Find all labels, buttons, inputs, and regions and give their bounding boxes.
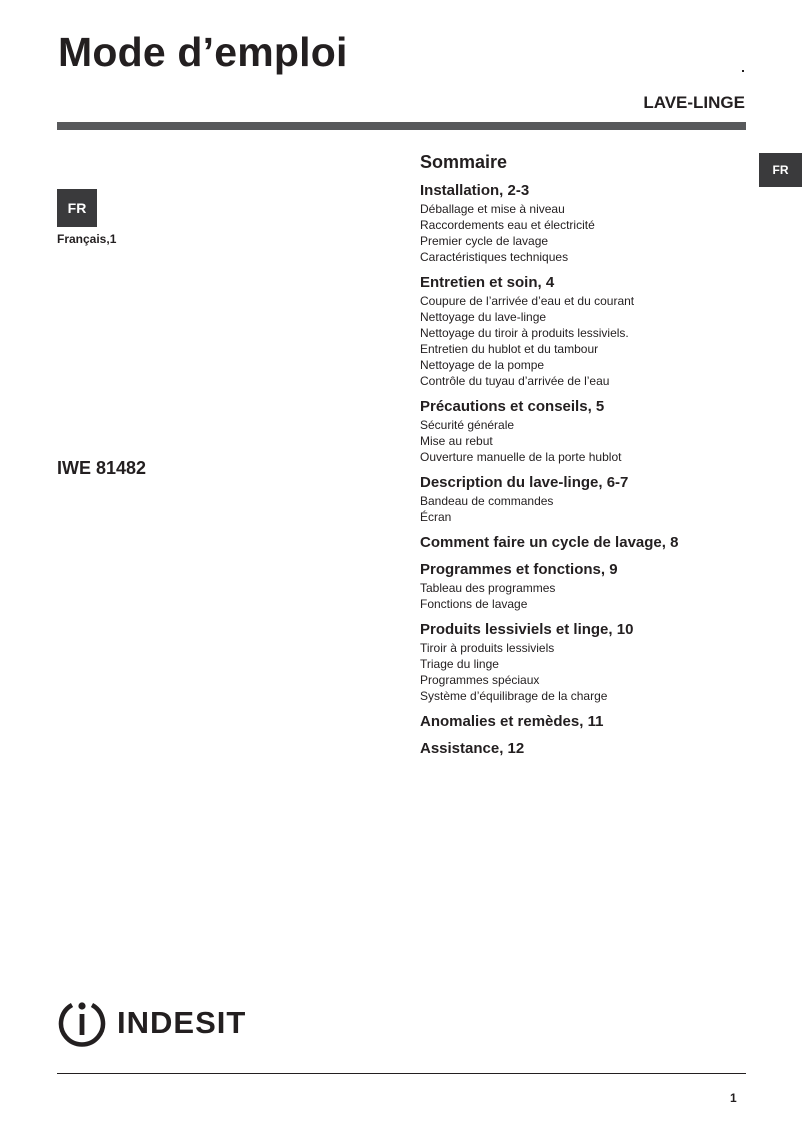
language-side-tab: FR [759,153,802,187]
product-type: LAVE-LINGE [643,93,745,112]
toc-item[interactable]: Entretien du hublot et du tambour [420,342,599,356]
toc-item[interactable]: Caractéristiques techniques [420,250,569,264]
toc-item[interactable]: Contrôle du tuyau d’arrivée de l’eau [420,374,610,388]
header-divider [57,122,746,130]
page-number: 1 [730,1091,737,1105]
toc-item[interactable]: Écran [420,510,452,524]
toc-item[interactable]: Premier cycle de lavage [420,234,549,248]
toc-item[interactable]: Programmes spéciaux [420,673,540,687]
toc-item[interactable]: Mise au rebut [420,434,493,448]
toc-section-heading[interactable]: Entretien et soin, 4 [420,274,555,291]
toc-section [420,561,750,612]
toc-item[interactable]: Tableau des programmes [420,581,556,595]
toc-section [420,534,750,552]
toc-item[interactable]: Bandeau de commandes [420,494,554,508]
toc-item[interactable]: Nettoyage de la pompe [420,358,545,372]
toc-item[interactable]: Tiroir à produits lessiviels [420,641,555,655]
toc-item[interactable]: Triage du linge [420,657,499,671]
toc-section-heading[interactable]: Programmes et fonctions, 9 [420,561,618,578]
toc-item[interactable]: Système d’équilibrage de la charge [420,689,608,703]
toc-item[interactable]: Nettoyage du tiroir à produits lessiviels. [420,326,629,340]
language-badge: FR [57,189,97,227]
toc-item[interactable]: Coupure de l’arrivée d’eau et du courant [420,294,635,308]
model-number: IWE 81482 [57,458,147,478]
decorative-dot [742,70,744,72]
language-link[interactable]: Français,1 [57,232,117,246]
toc-section [420,713,750,731]
toc-section-heading[interactable]: Anomalies et remèdes, 11 [420,713,604,730]
toc-section-heading[interactable]: Assistance, 12 [420,740,525,757]
toc-section-heading[interactable]: Produits lessiviels et linge, 10 [420,621,634,638]
toc-item[interactable]: Sécurité générale [420,418,515,432]
toc-item[interactable]: Déballage et mise à niveau [420,202,565,216]
toc-section [420,182,750,265]
toc-item[interactable]: Fonctions de lavage [420,597,528,611]
toc-item[interactable]: Nettoyage du lave-linge [420,310,547,324]
toc-section-heading[interactable]: Comment faire un cycle de lavage, 8 [420,534,679,551]
toc-item[interactable]: Raccordements eau et électricité [420,218,595,232]
page-title: Mode d’emploi [58,29,348,75]
toc-section-heading[interactable]: Installation, 2-3 [420,182,530,199]
footer-divider [57,1073,746,1074]
brand-logo [57,998,246,1048]
brand-name: INDESIT [117,1005,247,1040]
toc-section-heading[interactable]: Description du lave-linge, 6-7 [420,474,629,491]
toc-section-heading[interactable]: Précautions et conseils, 5 [420,398,605,415]
toc-section [420,740,750,758]
toc-section [420,274,750,389]
toc-sections [420,182,750,758]
toc-item[interactable]: Ouverture manuelle de la porte hublot [420,450,622,464]
table-of-contents [420,150,750,767]
toc-section [420,474,750,525]
toc-title: Sommaire [420,152,508,172]
toc-section [420,621,750,704]
indesit-logo-icon [57,998,107,1048]
toc-section [420,398,750,465]
